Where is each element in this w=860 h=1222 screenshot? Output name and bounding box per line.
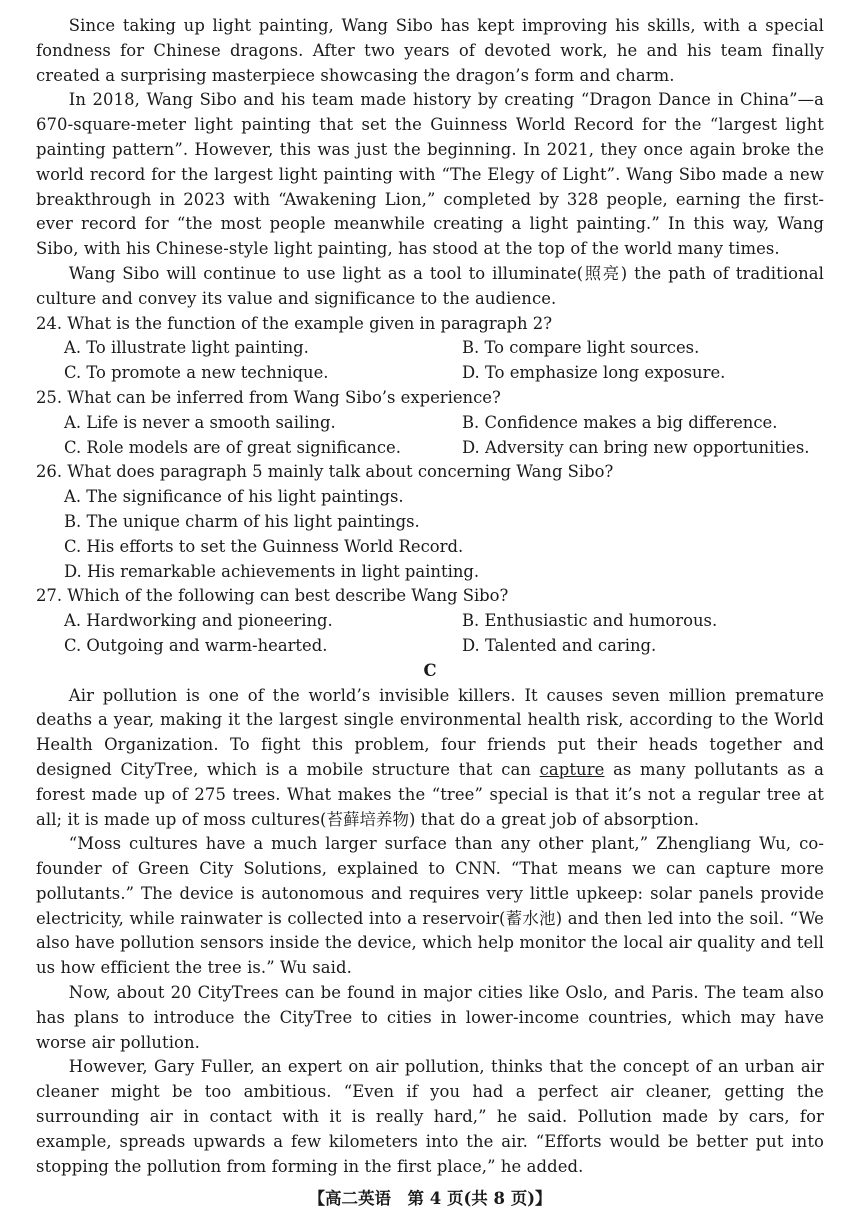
question-27	[36, 584, 824, 658]
option-b: B. Confidence makes a big difference.	[462, 412, 778, 432]
option-d: D. Adversity can bring new opportunities.	[462, 437, 810, 457]
options-list	[36, 609, 824, 659]
underlined-word: capture	[539, 759, 605, 779]
question-26	[36, 460, 824, 584]
option-b: B. To compare light sources.	[462, 338, 700, 358]
question-24	[36, 312, 824, 386]
passage-b-paragraph-4: In 2018, Wang Sibo and his team made history by creating “Dragon Dance in China”—a 670-square-meter light painting that set the Guinness World Record for the “largest light painting pattern”. However, this was just the beginning. In 2021, they once again broke the world record for the largest light painting with “The Elegy of Light”. Wang Sibo made a new breakthrough in 2023 with “Awakening Lion,” completed by 328 people, earning the first-ever record for “the most people meanwhile creating a light painting.” In this way, Wang Sibo, with his Chinese-style light painting, has stood at the top of the world many times.	[36, 90, 824, 259]
passage-b-paragraph-5: Wang Sibo will continue to use light as a tool to illuminate(照亮) the path of traditional culture and convey its value and significance to the audience.	[36, 263, 824, 308]
page-footer: 【高二英语 第 4 页(共 8 页)】	[308, 1189, 552, 1208]
option-a: A. Life is never a smooth sailing.	[64, 412, 336, 432]
options-list	[36, 336, 824, 386]
passage-c-paragraph-1	[36, 684, 824, 833]
option-b: B. Enthusiastic and humorous.	[462, 611, 718, 631]
option-c: C. His efforts to set the Guinness World Record.	[64, 536, 464, 556]
option-d: D. Talented and caring.	[462, 635, 657, 655]
option-a: A. Hardworking and pioneering.	[64, 611, 333, 631]
exam-page	[36, 14, 824, 1179]
question-stem: 24. What is the function of the example given in paragraph 2?	[36, 313, 553, 333]
option-a: A. To illustrate light painting.	[64, 338, 309, 358]
passage-c-paragraph-2: “Moss cultures have a much larger surface than any other plant,” Zhengliang Wu, co-founder of Green City Solutions, explained to CNN. “That means we can capture more pollutants.” The device is autonomous and requires very little upkeep: solar panels provide electricity, while rainwater is collected into a reservoir(蓄水池) and then led into the soil. “We also have pollution sensors inside the device, which help monitor the local air quality and tell us how efficient the tree is.” Wu said.	[36, 834, 824, 978]
option-c: C. Outgoing and warm-hearted.	[64, 635, 328, 655]
passage-c-paragraph-4: However, Gary Fuller, an expert on air pollution, thinks that the concept of an urban air cleaner might be too ambitious. “Even if you had a perfect air cleaner, getting the surrounding air in contact with it is really hard,” he said. Pollution made by cars, for example, spreads upwards a few kilometers into the air. “Efforts would be better put into stopping the pollution from forming in the first place,” he added.	[36, 1057, 824, 1176]
options-list	[36, 411, 824, 461]
passage-c-p1-start: Air pollution is one of the world’s invisible killers. It causes seven million premature deaths a year, making it the largest single environmental health risk, according to the World Health Organization. To fight this problem, four friends put their heads together and designed CityTree, which is a mobile structure that can	[36, 685, 824, 779]
options-list	[36, 485, 824, 584]
question-stem: 25. What can be inferred from Wang Sibo’s experience?	[36, 387, 501, 407]
passage-c-p1-end: as many pollutants as a forest made up of 275 trees. What makes the “tree” special is that it’s not a regular tree at all; it is made up of moss cultures(苔藓培养物) that do a great job of absorption.	[36, 759, 824, 829]
option-d: D. His remarkable achievements in light painting.	[64, 561, 480, 581]
option-b: B. The unique charm of his light paintings.	[64, 511, 420, 531]
question-25	[36, 386, 824, 460]
passage-c-paragraph-3: Now, about 20 CityTrees can be found in major cities like Oslo, and Paris. The team also has plans to introduce the CityTree to cities in lower-income countries, which may have worse air pollution.	[36, 983, 824, 1052]
option-d: D. To emphasize long exposure.	[462, 363, 726, 383]
question-stem: 26. What does paragraph 5 mainly talk about concerning Wang Sibo?	[36, 462, 614, 482]
question-stem: 27. Which of the following can best describe Wang Sibo?	[36, 586, 509, 606]
option-c: C. Role models are of great significance.	[64, 437, 401, 457]
passage-c-label: C	[423, 660, 437, 680]
option-a: A. The significance of his light paintings.	[64, 487, 404, 507]
passage-b-paragraph-3: Since taking up light painting, Wang Sibo has kept improving his skills, with a special fondness for Chinese dragons. After two years of devoted work, he and his team finally created a surprising masterpiece showcasing the dragon’s form and charm.	[36, 16, 824, 85]
option-c: C. To promote a new technique.	[64, 363, 329, 383]
